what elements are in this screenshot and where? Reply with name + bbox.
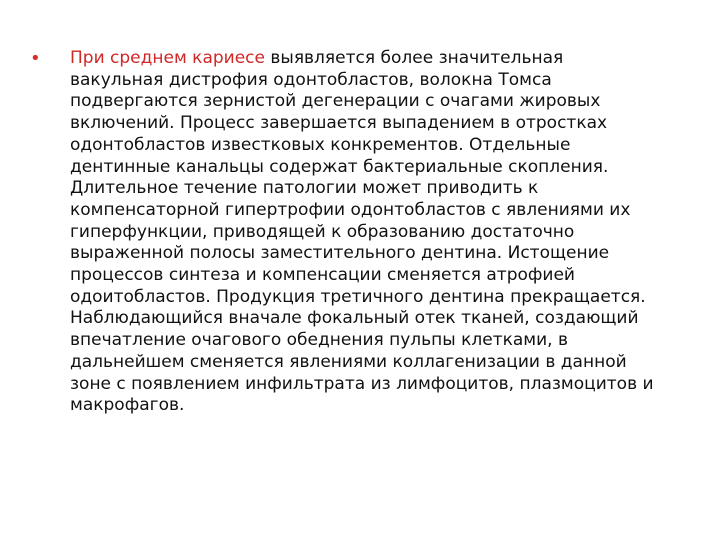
paragraph-line: вакульная дистрофия одонтобластов, волокна Томса: [70, 69, 552, 90]
paragraph-line: макрофагов.: [70, 395, 185, 416]
first-line-rest: выявляется более значительная: [264, 48, 564, 68]
paragraph-line: зоне с появлением инфильтрата из лимфоцитов, плазмоцитов и: [70, 373, 654, 394]
bullet-item: [30, 48, 690, 417]
paragraph-line: процессов синтеза и компенсации сменяется атрофией: [70, 265, 575, 286]
paragraph-line: включений. Процесс завершается выпадением в отростках: [70, 113, 608, 134]
paragraph-line: дальнейшем сменяется явлениями коллагенизации в данной: [70, 351, 627, 372]
paragraph-line: компенсаторной гипертрофии одонтобластов с явлениями их: [70, 199, 631, 220]
paragraph-line-first: [70, 48, 690, 70]
paragraph-line: впечатление очагового обеднения пульпы клетками, в: [70, 330, 569, 351]
paragraph-line: Длительное течение патологии может приводить к: [70, 178, 539, 199]
bullet-marker: •: [30, 48, 41, 69]
bullet-paragraph: [70, 48, 690, 417]
lead-phrase: При среднем кариесе: [70, 48, 265, 68]
paragraph-line: гиперфункции, приводящей к образованию достаточно: [70, 221, 575, 242]
paragraph-line: дентинные канальцы содержат бактериальные скопления.: [70, 156, 609, 177]
paragraph-line: Наблюдающийся вначале фокальный отек тканей, создающий: [70, 308, 639, 329]
paragraph-line: одонтобластов известковых конкрементов. Отдельные: [70, 134, 571, 155]
paragraph-line: выраженной полосы заместительного дентина. Истощение: [70, 243, 610, 264]
paragraph-line: одоитобластов. Продукция третичного дентина прекращается.: [70, 286, 646, 307]
paragraph-line: подвергаются зернистой дегенерации с очагами жировых: [70, 91, 601, 112]
